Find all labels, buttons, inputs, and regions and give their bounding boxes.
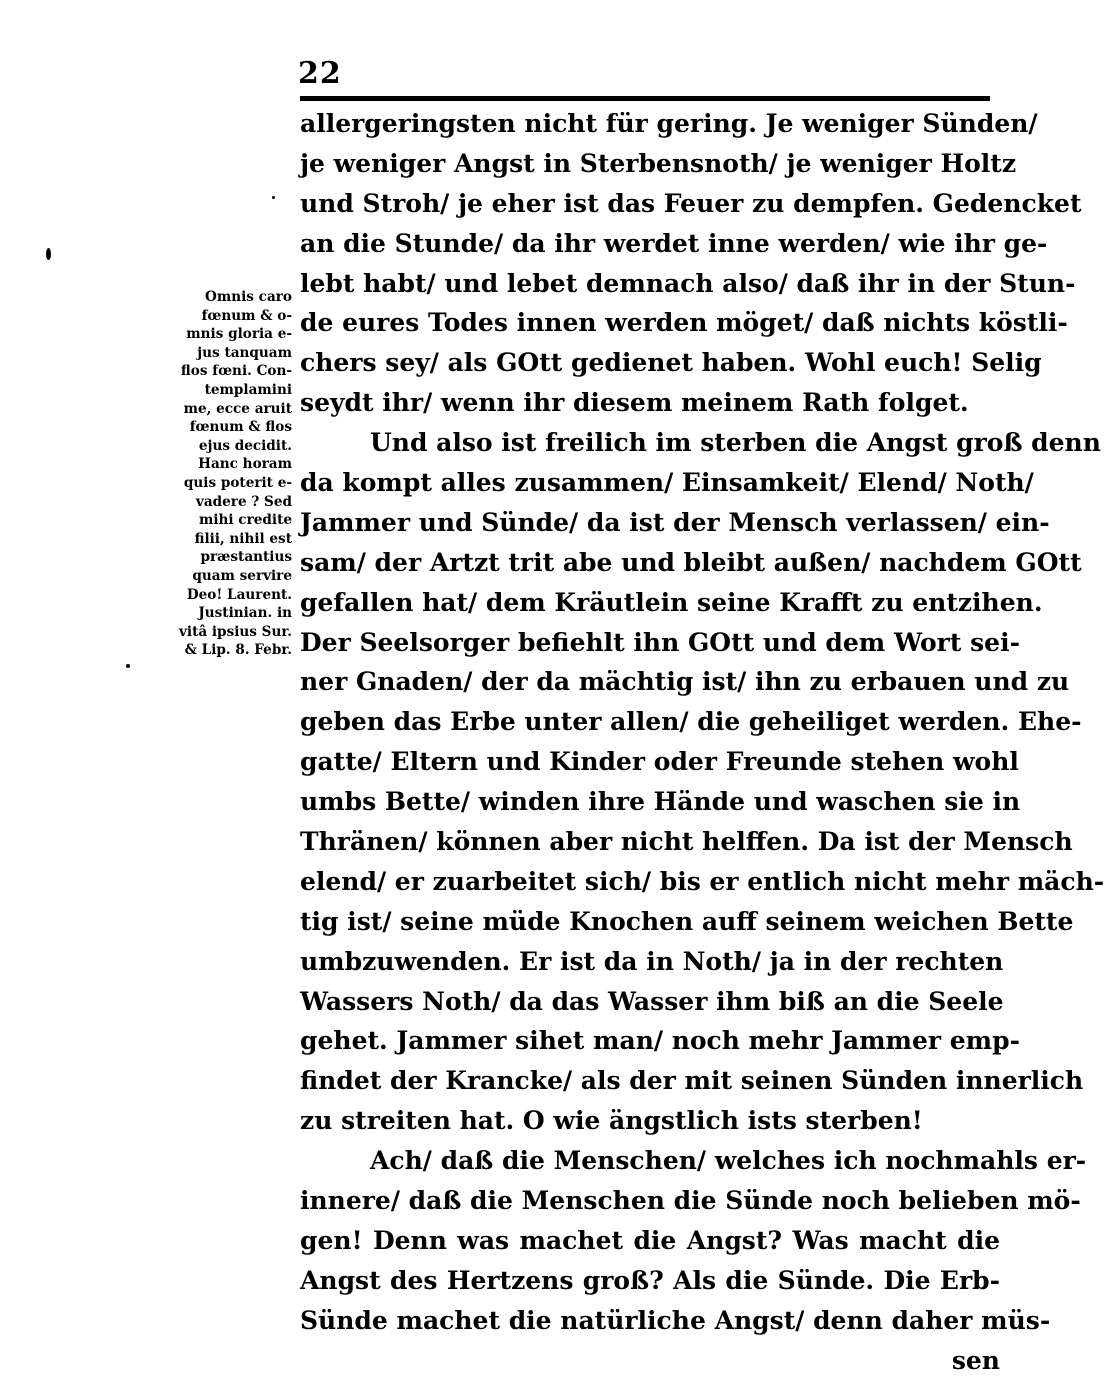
text-line: Angst des Hertzens groß? Als die Sünde. Die Erb-: [300, 1265, 1000, 1295]
text-line: seydt ihr/ wenn ihr diesem meinem Rath folget.: [300, 388, 969, 418]
margin-note: [154, 288, 292, 660]
margin-note-line: Hanc horam: [198, 456, 292, 473]
margin-note-line: mihi credite: [198, 512, 292, 529]
ink-speck: [126, 664, 130, 668]
margin-note-line: ejus decidit.: [198, 437, 292, 454]
margin-note-line: quam servire: [192, 567, 292, 584]
catchword: sen: [951, 1345, 1000, 1375]
margin-note-line: fœnum & flos: [189, 419, 292, 436]
margin-note-line: & Lip. 8. Febr.: [184, 642, 292, 659]
body-text: [300, 104, 1104, 1381]
text-line: umbs Bette/ winden ihre Hände und waschen sie in: [300, 787, 1021, 817]
text-line: an die Stunde/ da ihr werdet inne werden/ wie ihr ge-: [300, 228, 1048, 258]
text-line: gehet. Jammer sihet man/ noch mehr Jammer emp-: [300, 1026, 1020, 1056]
margin-note-line: vitâ ipsius Sur.: [179, 623, 292, 640]
text-line: gefallen hat/ dem Kräutlein seine Krafft zu entzihen.: [300, 587, 1043, 617]
text-line: Und also ist freilich im sterben die Angst groß denn: [370, 428, 1101, 458]
margin-note-line: jus tanquam: [197, 344, 292, 361]
margin-note-line: templamini: [204, 381, 292, 398]
margin-note-line: mnis gloria e-: [186, 326, 292, 343]
text-line: Der Seelsorger befiehlt ihn GOtt und dem Wort sei-: [300, 627, 1020, 657]
text-line: Thränen/ können aber nicht helffen. Da ist der Mensch: [300, 827, 1073, 857]
page-number: 22: [298, 56, 342, 91]
text-line: de eures Todes innen werden möget/ daß nichts köstli-: [300, 308, 1068, 338]
text-line: Sünde machet die natürliche Angst/ denn daher müs-: [300, 1305, 1051, 1335]
text-line: gatte/ Eltern und Kinder oder Freunde stehen wohl: [300, 747, 1019, 777]
text-line: innere/ daß die Menschen die Sünde noch belieben mö-: [300, 1186, 1081, 1216]
text-line: ner Gnaden/ der da mächtig ist/ ihn zu erbauen und zu: [300, 667, 1070, 697]
ink-speck: [272, 196, 275, 199]
text-line: je weniger Angst in Sterbensnoth/ je weniger Holtz: [300, 148, 1017, 178]
text-line: lebt habt/ und lebet demnach also/ daß ihr in der Stun-: [300, 268, 1076, 298]
text-line: da kompt alles zusammen/ Einsamkeit/ Elend/ Noth/: [300, 468, 1034, 498]
margin-note-line: Justinian. in: [198, 605, 292, 622]
margin-note-line: fœnum & o-: [201, 307, 292, 324]
margin-note-line: Omnis caro: [205, 289, 292, 305]
ink-speck: [46, 248, 51, 260]
text-line: allergeringsten nicht für gering. Je weniger Sünden/: [300, 109, 1038, 138]
margin-note-line: quis poterit e-: [183, 474, 292, 491]
text-line: Wassers Noth/ da das Wasser ihm biß an die Seele: [300, 986, 1004, 1016]
margin-note-line: filii, nihil est: [194, 530, 292, 547]
margin-note-line: Deo! Laurent.: [186, 586, 292, 603]
text-line: elend/ er zuarbeitet sich/ bis er entlich nicht mehr mäch-: [300, 866, 1104, 896]
text-line: gen! Denn was machet die Angst? Was macht die: [300, 1225, 1000, 1255]
header-rule: [300, 96, 990, 101]
text-line: findet der Krancke/ als der mit seinen Sünden innerlich: [300, 1066, 1084, 1096]
text-line: Ach/ daß die Menschen/ welches ich nochmahls er-: [370, 1146, 1087, 1176]
margin-note-line: me, ecce aruit: [183, 400, 292, 417]
text-line: umbzuwenden. Er ist da in Noth/ ja in der rechten: [300, 946, 1004, 976]
text-line: sam/ der Artzt trit abe und bleibt außen/ nachdem GOtt: [300, 547, 1082, 577]
margin-note-line: vadere ? Sed: [195, 493, 292, 510]
text-line: und Stroh/ je eher ist das Feuer zu dempfen. Gedencket: [300, 188, 1082, 218]
text-line: geben das Erbe unter allen/ die geheiliget werden. Ehe-: [300, 707, 1082, 737]
margin-note-line: flos fœni. Con-: [180, 363, 292, 380]
text-line: tig ist/ seine müde Knochen auff seinem weichen Bette: [300, 906, 1074, 936]
margin-note-line: præstantius: [200, 549, 292, 566]
text-line: Jammer und Sünde/ da ist der Mensch verlassen/ ein-: [300, 507, 1050, 537]
text-line: zu streiten hat. O wie ängstlich ists sterben!: [300, 1106, 923, 1136]
text-line: chers sey/ als GOtt gedienet haben. Wohl euch! Selig: [300, 348, 1042, 378]
